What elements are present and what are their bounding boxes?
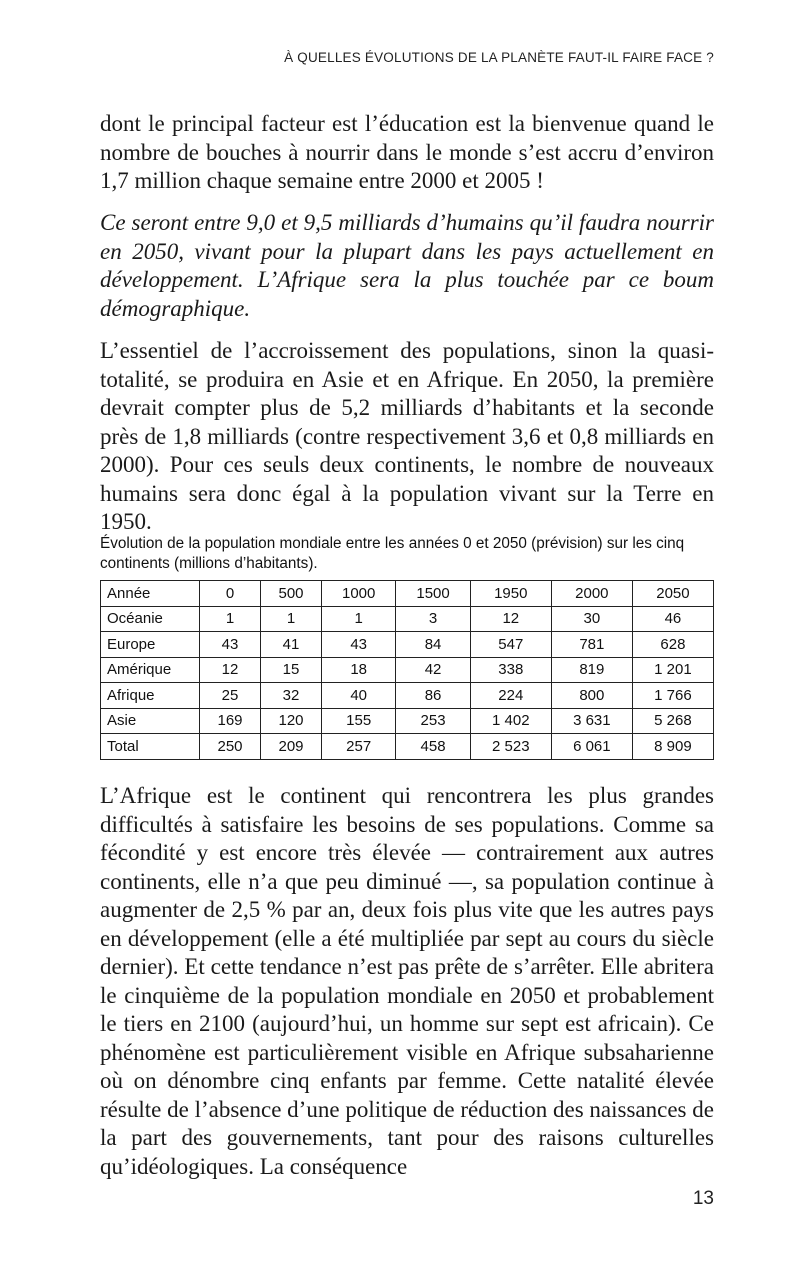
table-cell: 42: [396, 657, 470, 683]
table-cell: 155: [322, 708, 396, 734]
table-row: [101, 708, 714, 734]
table-cell: 1 402: [470, 708, 551, 734]
table-cell: 1: [322, 606, 396, 632]
table-cell: 2 523: [470, 734, 551, 760]
table-cell: 32: [261, 683, 322, 709]
table-cell: 819: [551, 657, 632, 683]
row-label: Océanie: [101, 606, 200, 632]
table-cell: 46: [632, 606, 713, 632]
table-cell: 338: [470, 657, 551, 683]
table-header-row: [101, 581, 714, 607]
row-label: Asie: [101, 708, 200, 734]
table-cell: 12: [470, 606, 551, 632]
paragraph-3: L’essentiel de l’accroissement des populations, sinon la quasi-totalité, se produira en Asie et en Afrique. En 2050, la première devrait compter plus de 5,2 milliards d’habitants et la seconde près de 1,8 milliards (contre respectivement 3,6 et 0,8 milliards en 2000). Pour ces seuls deux continents, le nombre de nouveaux humains sera donc égal à la population vivant sur la Terre en 1950.: [100, 338, 714, 534]
paragraph-1: dont le principal facteur est l’éducation est la bienvenue quand le nombre de bouches à nourrir dans le monde s’est accru d’environ 1,7 million chaque semaine entre 2000 et 2005 !: [100, 111, 714, 193]
table-cell: 40: [322, 683, 396, 709]
running-title: À QUELLES ÉVOLUTIONS DE LA PLANÈTE FAUT-IL FAIRE FACE ?: [284, 50, 714, 65]
table-caption: Évolution de la population mondiale entre les années 0 et 2050 (prévision) sur les cinq continents (millions d’habitants).: [100, 535, 685, 572]
table-cell: 257: [322, 734, 396, 760]
table-cell: 120: [261, 708, 322, 734]
table-cell: 628: [632, 632, 713, 658]
header-cell: 500: [261, 581, 322, 607]
table-cell: 1 201: [632, 657, 713, 683]
table-cell: 547: [470, 632, 551, 658]
table-cell: 1: [261, 606, 322, 632]
header-cell: 1950: [470, 581, 551, 607]
table-cell: 1 766: [632, 683, 713, 709]
table-cell: 3 631: [551, 708, 632, 734]
paragraph-4: L’Afrique est le continent qui rencontrera les plus grandes difficultés à satisfaire les besoins de ses populations. Comme sa fécondité y est encore très élevée — contrairement aux autres continents, elle n’a que peu diminué —, sa population continue à augmenter de 2,5 % par an, deux fois plus vite que les autres pays en développement (elle a été multipliée par sept au cours du siècle dernier). Et cette tendance n’est pas prête de s’arrêter. Elle abritera le cinquième de la population mondiale en 2050 et probablement le tiers en 2100 (aujourd’hui, un homme sur sept est africain). Ce phénomène est particulièrement visible en Afrique subsaharienne où on dénombre cinq enfants par femme. Cette natalité élevée résulte de l’absence d’une politique de réduction des naissances de la part des gouvernements, tant pour des raisons culturelles qu’idéologiques. La conséquence: [100, 783, 714, 1179]
row-label: Afrique: [101, 683, 200, 709]
table-cell: 86: [396, 683, 470, 709]
table-cell: 3: [396, 606, 470, 632]
table-cell: 18: [322, 657, 396, 683]
page-number: 13: [692, 1188, 714, 1209]
table-row: [101, 657, 714, 683]
table-cell: 250: [200, 734, 261, 760]
table-cell: 84: [396, 632, 470, 658]
header-cell: Année: [101, 581, 200, 607]
table-cell: 8 909: [632, 734, 713, 760]
table-cell: 458: [396, 734, 470, 760]
table-cell: 43: [200, 632, 261, 658]
table-cell: 25: [200, 683, 261, 709]
table-cell: 15: [261, 657, 322, 683]
paragraph-2-italic: Ce seront entre 9,0 et 9,5 milliards d’humains qu’il faudra nourrir en 2050, vivant pour la plupart dans les pays actuellement en développement. L’Afrique sera la plus touchée par ce boum démographique.: [100, 210, 714, 321]
table-cell: 781: [551, 632, 632, 658]
table-cell: 12: [200, 657, 261, 683]
table-row: [101, 683, 714, 709]
row-label: Total: [101, 734, 200, 760]
table-cell: 224: [470, 683, 551, 709]
table-row: [101, 632, 714, 658]
table-cell: 6 061: [551, 734, 632, 760]
table-cell: 1: [200, 606, 261, 632]
header-cell: 1500: [396, 581, 470, 607]
table-cell: 169: [200, 708, 261, 734]
header-cell: 2050: [632, 581, 713, 607]
table-cell: 800: [551, 683, 632, 709]
table-cell: 41: [261, 632, 322, 658]
row-label: Amérique: [101, 657, 200, 683]
table-row: [101, 606, 714, 632]
header-cell: 2000: [551, 581, 632, 607]
table-row-total: [101, 734, 714, 760]
table-cell: 30: [551, 606, 632, 632]
table-cell: 209: [261, 734, 322, 760]
header-cell: 1000: [322, 581, 396, 607]
table-cell: 253: [396, 708, 470, 734]
population-table: [100, 580, 714, 760]
table-cell: 5 268: [632, 708, 713, 734]
table-cell: 43: [322, 632, 396, 658]
row-label: Europe: [101, 632, 200, 658]
header-cell: 0: [200, 581, 261, 607]
